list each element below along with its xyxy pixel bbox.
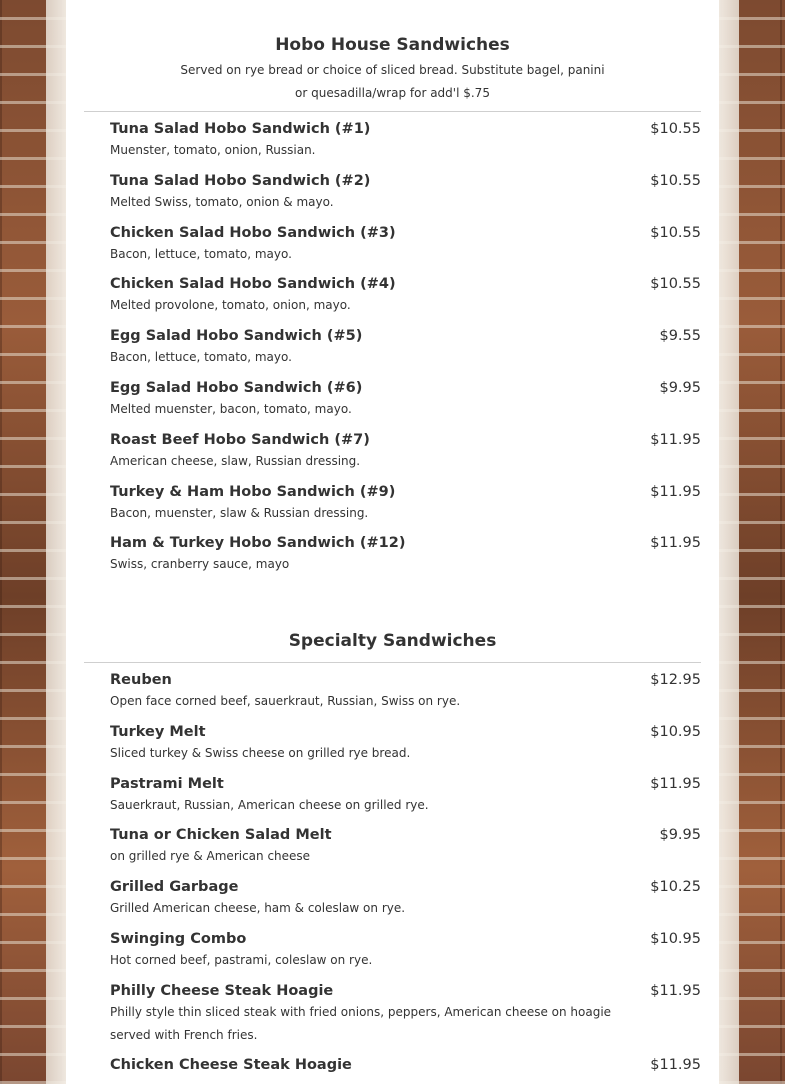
menu-item-price: $10.55	[650, 224, 701, 241]
menu-item	[110, 670, 701, 722]
menu-item-description: Melted Swiss, tomato, onion & mayo.	[110, 194, 334, 209]
menu-item-price: $10.55	[650, 276, 701, 293]
menu-item-description: Bacon, lettuce, tomato, mayo.	[110, 246, 292, 261]
menu-item-description: Hot corned beef, pastrami, coleslaw on rye.	[110, 952, 373, 967]
menu-item-price: $10.55	[650, 172, 701, 189]
menu-panel	[66, 0, 719, 1084]
menu-item-name: Tuna Salad Hobo Sandwich (#1)	[110, 121, 371, 137]
menu-item-name: Tuna or Chicken Salad Melt	[110, 827, 332, 844]
menu-item-price: $9.95	[659, 827, 701, 844]
menu-item-name: Roast Beef Hobo Sandwich (#7)	[110, 431, 370, 448]
menu-item-name: Chicken Salad Hobo Sandwich (#4)	[110, 276, 396, 293]
menu-item	[110, 430, 701, 482]
menu-item-description: Bacon, muenster, slaw & Russian dressing.	[110, 505, 369, 520]
menu-item-price: $10.55	[650, 121, 701, 137]
menu-item-price: $11.95	[650, 775, 701, 792]
menu-item-price: $11.95	[650, 483, 701, 500]
menu-item-name: Egg Salad Hobo Sandwich (#6)	[110, 379, 363, 396]
menu-item-name: Chicken Salad Hobo Sandwich (#3)	[110, 224, 396, 241]
menu-item-description: on grilled rye & American cheese	[110, 849, 311, 864]
menu-item-description: Bacon, lettuce, tomato, mayo.	[110, 350, 292, 365]
section-title: Hobo House Sandwiches	[275, 35, 510, 55]
menu-item-name: Turkey Melt	[110, 723, 206, 740]
menu-item-description: American cheese, slaw, Russian dressing.	[110, 453, 361, 468]
menu-item	[110, 482, 701, 534]
menu-item-price: $11.95	[650, 431, 701, 448]
menu-item-price: $12.95	[650, 672, 701, 688]
menu-item	[110, 877, 701, 929]
menu-item-name: Turkey & Ham Hobo Sandwich (#9)	[110, 483, 396, 500]
menu-item-price: $10.95	[650, 930, 701, 947]
section-title: Specialty Sandwiches	[288, 631, 497, 651]
menu-item-description: Muenster, tomato, onion, Russian.	[110, 143, 316, 157]
panel-edge-right	[719, 0, 739, 1084]
menu-item-name: Egg Salad Hobo Sandwich (#5)	[110, 328, 363, 345]
menu-item	[110, 533, 701, 585]
menu-item-price: $11.95	[650, 1056, 701, 1073]
menu-item-description: Melted muenster, bacon, tomato, mayo.	[110, 401, 352, 416]
menu-item-description: Sliced turkey & Swiss cheese on grilled rye bread.	[110, 745, 411, 760]
menu-item-name: Reuben	[110, 672, 172, 688]
menu-item	[110, 1055, 701, 1084]
menu-item-name: Grilled Garbage	[110, 879, 239, 896]
menu-item	[110, 825, 701, 877]
menu-item-name: Chicken Cheese Steak Hoagie	[110, 1056, 352, 1073]
menu-item-name: Tuna Salad Hobo Sandwich (#2)	[110, 172, 371, 189]
menu-item-description: Grilled American cheese, ham & coleslaw on rye.	[110, 901, 406, 916]
menu-item	[110, 378, 701, 430]
menu-item	[110, 722, 701, 774]
menu-item-price: $10.25	[650, 879, 701, 896]
menu-item-description: Swiss, cranberry sauce, mayo	[110, 557, 290, 572]
menu-item-price: $9.55	[659, 328, 701, 345]
menu-item-name: Ham & Turkey Hobo Sandwich (#12)	[110, 535, 406, 552]
section-description: Served on rye bread or choice of sliced bread. Substitute bagel, panini or quesadilla/wrap for add'l $.75	[180, 63, 605, 100]
menu-item	[110, 981, 701, 1055]
menu-item-description: Melted provolone, tomato, onion, mayo.	[110, 298, 351, 313]
section-specialty-sandwiches	[66, 630, 719, 1084]
menu-item-price: $9.95	[659, 379, 701, 396]
menu-item	[110, 274, 701, 326]
menu-item	[110, 929, 701, 981]
menu-item	[110, 223, 701, 275]
menu-item-name: Pastrami Melt	[110, 775, 224, 792]
menu-item	[110, 171, 701, 223]
menu-item-name: Philly Cheese Steak Hoagie	[110, 982, 334, 999]
menu-item-description: Sauerkraut, Russian, American cheese on grilled rye.	[110, 797, 429, 812]
menu-item-description: Open face corned beef, sauerkraut, Russian, Swiss on rye.	[110, 694, 461, 708]
menu-item	[110, 774, 701, 826]
panel-edge-left	[46, 0, 66, 1084]
menu-item-price: $11.95	[650, 982, 701, 999]
menu-item	[110, 326, 701, 378]
menu-item-price: $11.95	[650, 535, 701, 552]
menu-item-description: Philly style thin sliced steak with fried onions, peppers, American cheese on hoagie served with French fries.	[110, 1004, 612, 1042]
menu-item-name: Swinging Combo	[110, 930, 247, 947]
menu-item-price: $10.95	[650, 723, 701, 740]
menu-item	[110, 119, 701, 171]
section-hobo-house-sandwiches	[66, 0, 719, 585]
